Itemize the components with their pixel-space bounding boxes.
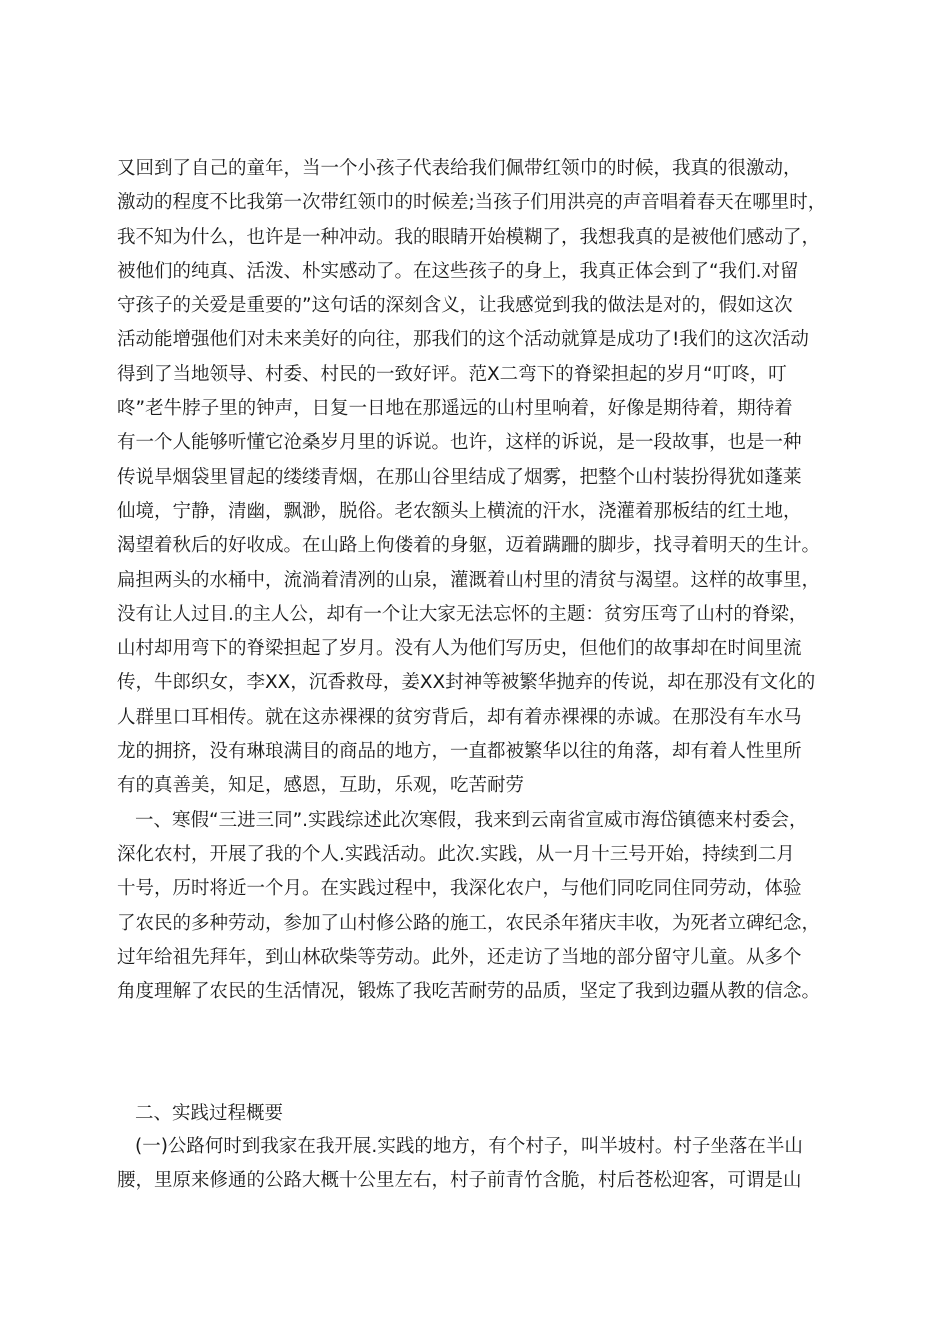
text-line: 我不知为什么，也许是一种冲动。我的眼睛开始模糊了，我想我真的是被他们感动了， <box>117 226 821 248</box>
text-line: 咚”老牛脖子里的钟声，日复一日地在那遥远的山村里响着，好像是期待着，期待着 <box>117 398 793 420</box>
text-line: 活动能增强他们对未来美好的向往，那我们的这个活动就算是成功了!我们的这次活动 <box>117 329 809 351</box>
text-line: 没有让人过目.的主人公，却有一个让大家无法忘怀的主题：贫穷压弯了山村的脊梁， <box>117 603 808 625</box>
paragraph-block-1 <box>117 152 857 1009</box>
text-line: 有一个人能够听懂它沧桑岁月里的诉说。也许，这样的诉说，是一段故事，也是一种 <box>117 432 802 454</box>
text-line: 深化农村，开展了我的个人.实践活动。此次.实践，从一月十三号开始，持续到二月 <box>117 843 795 865</box>
text-line: 渴望着秋后的好收成。在山路上佝偻着的身躯，迈着蹒跚的脚步，找寻着明天的生计。 <box>117 535 821 557</box>
section-heading: 二、实践过程概要 <box>135 1103 284 1124</box>
text-line: 仙境，宁静，清幽，飘渺，脱俗。老农额头上横流的汗水，浇灌着那板结的红土地， <box>117 500 802 522</box>
text-line: 守孩子的关爱是重要的”这句话的深刻含义，让我感觉到我的做法是对的，假如这次 <box>117 295 793 317</box>
text-line: (一)公路何时到我家在我开展.实践的地方，有个村子，叫半坡村。村子坐落在半山 <box>135 1136 803 1157</box>
text-line: 山村却用弯下的脊梁担起了岁月。没有人为他们写历史，但他们的故事却在时间里流 <box>117 638 802 660</box>
text-line: 人群里口耳相传。就在这赤裸裸的贫穷背后，却有着赤裸裸的赤诚。在那没有车水马 <box>117 706 802 728</box>
text-line: 得到了当地领导、村委、村民的一致好评。范X二弯下的脊梁担起的岁月“叮咚，叮 <box>117 363 787 385</box>
text-line: 被他们的纯真、活泼、朴实感动了。在这些孩子的身上，我真正体会到了“我们.对留 <box>117 260 799 282</box>
text-line: 有的真善美，知足，感恩，互助，乐观，吃苦耐劳 <box>117 775 525 797</box>
text-line: 龙的拥挤，没有琳琅满目的商品的地方，一直都被繁华以往的角落，却有着人性里所 <box>117 741 802 763</box>
text-line: 激动的程度不比我第一次带红领巾的时候差;当孩子们用洪亮的声音唱着春天在哪里时， <box>117 192 827 214</box>
text-line: 传说旱烟袋里冒起的缕缕青烟，在那山谷里结成了烟雾，把整个山村装扮得犹如蓬莱 <box>117 466 802 488</box>
paragraph-block-2 <box>117 1130 857 1199</box>
text-line: 十号，历时将近一个月。在实践过程中，我深化农户，与他们同吃同住同劳动，体验 <box>117 878 802 900</box>
text-line: 腰，里原来修通的公路大概十公里左右，村子前青竹含脆，村后苍松迎客，可谓是山 <box>117 1170 802 1192</box>
text-line: 一、寒假“三进三同”.实践综述此次寒假，我来到云南省宣威市海岱镇德来村委会， <box>135 809 808 831</box>
text-line: 扁担两头的水桶中，流淌着清冽的山泉，灌溉着山村里的清贫与渴望。这样的故事里， <box>117 569 821 591</box>
text-line: 传，牛郎织女，李XX，沉香救母，姜XX封神等被繁华抛弃的传说，却在那没有文化的 <box>117 672 816 694</box>
text-line: 了农民的多种劳动，参加了山村修公路的施工，农民杀年猪庆丰收，为死者立碑纪念， <box>117 912 821 934</box>
text-line: 过年给祖先拜年，到山林砍柴等劳动。此外，还走访了当地的部分留守儿童。从多个 <box>117 946 802 968</box>
text-line: 又回到了自己的童年，当一个小孩子代表给我们佩带红领巾的时候，我真的很激动， <box>117 158 802 179</box>
text-line: 角度理解了农民的生活情况，锻炼了我吃苦耐劳的品质，坚定了我到边疆从教的信念。 <box>117 981 821 1003</box>
